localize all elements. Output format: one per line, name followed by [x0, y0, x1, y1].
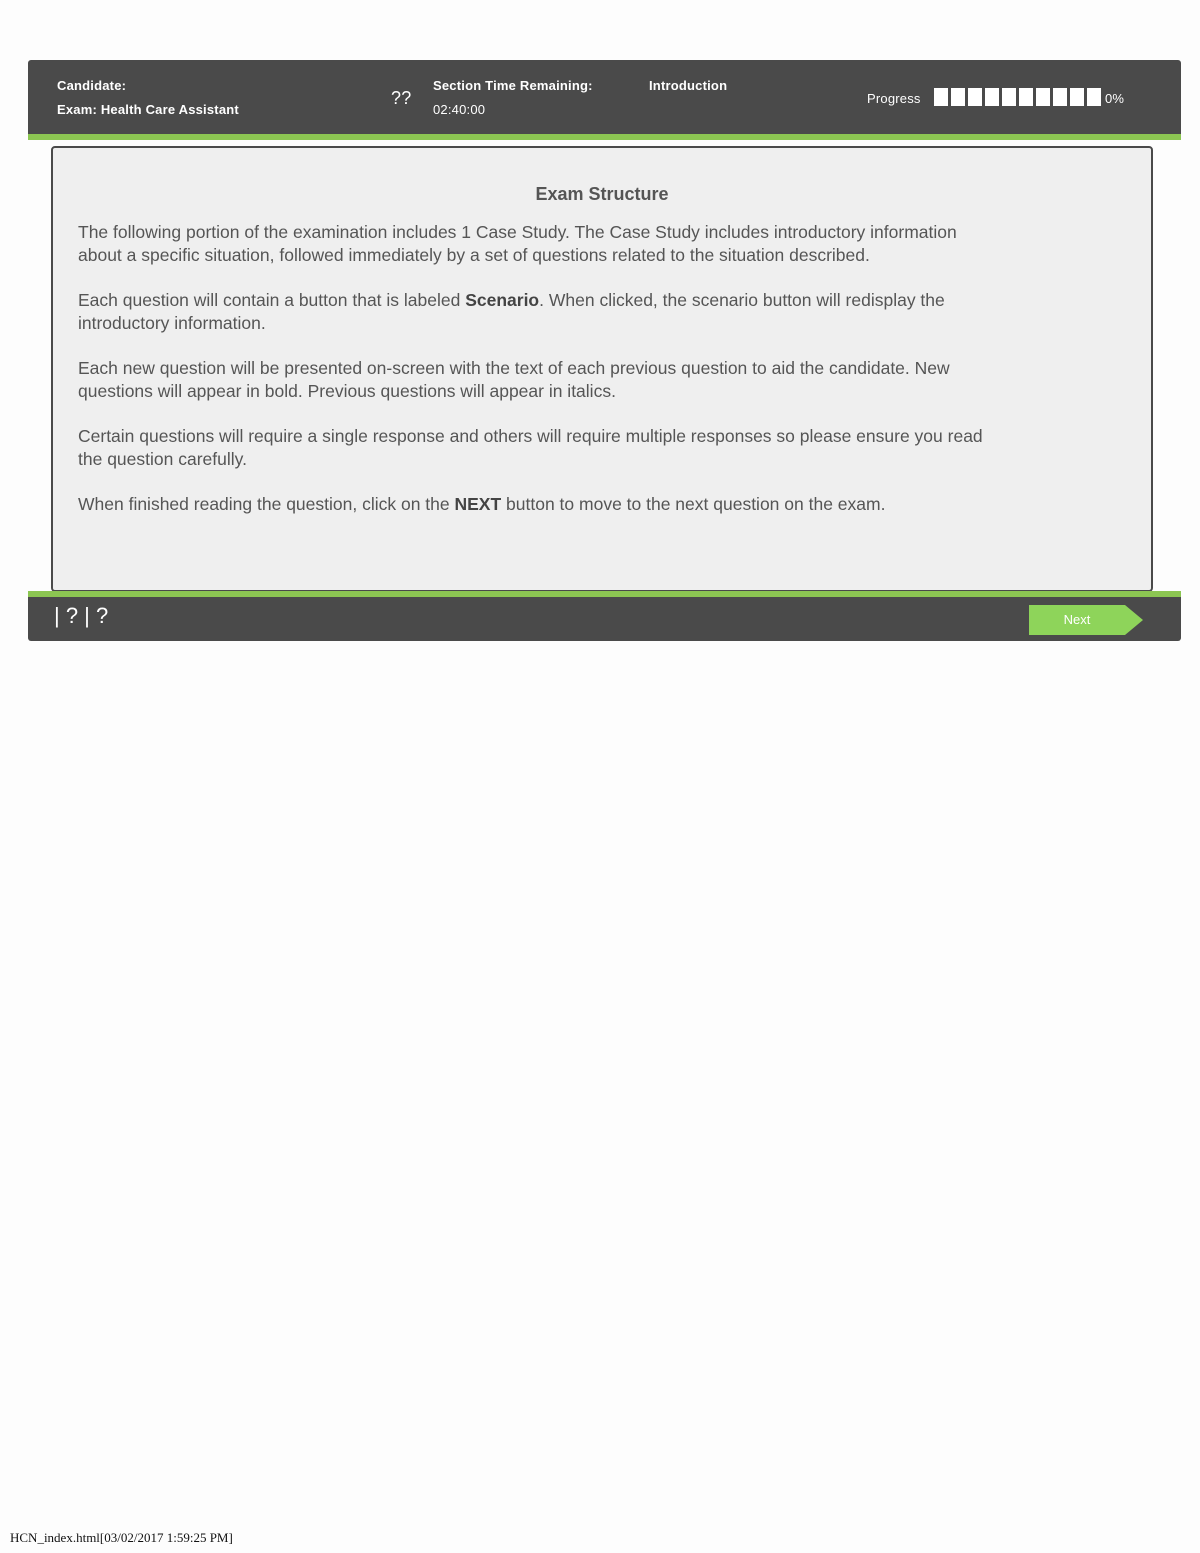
progress-label: Progress: [867, 91, 921, 106]
instructions-panel: [51, 146, 1153, 592]
next-button-label: Next: [1063, 612, 1091, 627]
exam-window: [28, 60, 1181, 641]
instruction-paragraph: [78, 493, 983, 516]
progress-segment: [934, 88, 948, 106]
print-footer: HCN_index.html[03/02/2017 1:59:25 PM]: [10, 1530, 233, 1545]
progress-segment: [1019, 88, 1033, 106]
candidate-label: Candidate:: [57, 78, 127, 93]
progress-segment: [1087, 88, 1101, 106]
instruction-text: . When clicked, the scenario button will redisplay the introductory information.: [78, 290, 945, 333]
scenario-keyword: Scenario: [465, 290, 540, 310]
header-accent-stripe: [28, 134, 1181, 140]
instruction-paragraph: Each new question will be presented on-screen with the text of each previous question to aid the candidate. New questions will appear in bold. Previous questions will appear in italics.: [78, 358, 950, 401]
exam-name: Exam: Health Care Assistant: [57, 102, 239, 117]
exam-header: [28, 60, 1181, 134]
arrow-right-icon: [1125, 605, 1143, 635]
instruction-paragraph: Certain questions will require a single response and others will require multiple responses so please ensure you read the question carefully.: [78, 426, 983, 469]
next-button[interactable]: [1029, 605, 1125, 635]
progress-segment: [1002, 88, 1016, 106]
progress-segment: [985, 88, 999, 106]
unknown-glyph-icon: ??: [391, 88, 412, 108]
instructions-body: [53, 205, 983, 516]
progress-percent: 0%: [1105, 91, 1125, 106]
instruction-text: When finished reading the question, click on the: [78, 494, 455, 514]
section-time-value: 02:40:00: [433, 102, 486, 117]
exam-footer: [28, 597, 1181, 641]
progress-segment: [1053, 88, 1067, 106]
progress-segment: [951, 88, 965, 106]
progress-segment: [968, 88, 982, 106]
progress-segment: [1036, 88, 1050, 106]
section-time-label: Section Time Remaining:: [433, 78, 593, 93]
footer-tool-icons[interactable]: | ? | ?: [54, 603, 109, 628]
instruction-paragraph: [78, 289, 983, 335]
progress-segment: [1070, 88, 1084, 106]
next-keyword: NEXT: [454, 494, 502, 514]
footer-accent-stripe: [28, 591, 1181, 597]
instruction-text: Each question will contain a button that is labeled: [78, 290, 466, 310]
page-title: Exam Structure: [535, 184, 669, 204]
progress-bar: [934, 88, 1101, 106]
section-name: Introduction: [649, 78, 728, 93]
instruction-paragraph: The following portion of the examination includes 1 Case Study. The Case Study includes introductory information about a specific situation, followed immediately by a set of questions related to the situation described.: [78, 222, 957, 265]
instruction-text: button to move to the next question on the exam.: [501, 494, 886, 514]
